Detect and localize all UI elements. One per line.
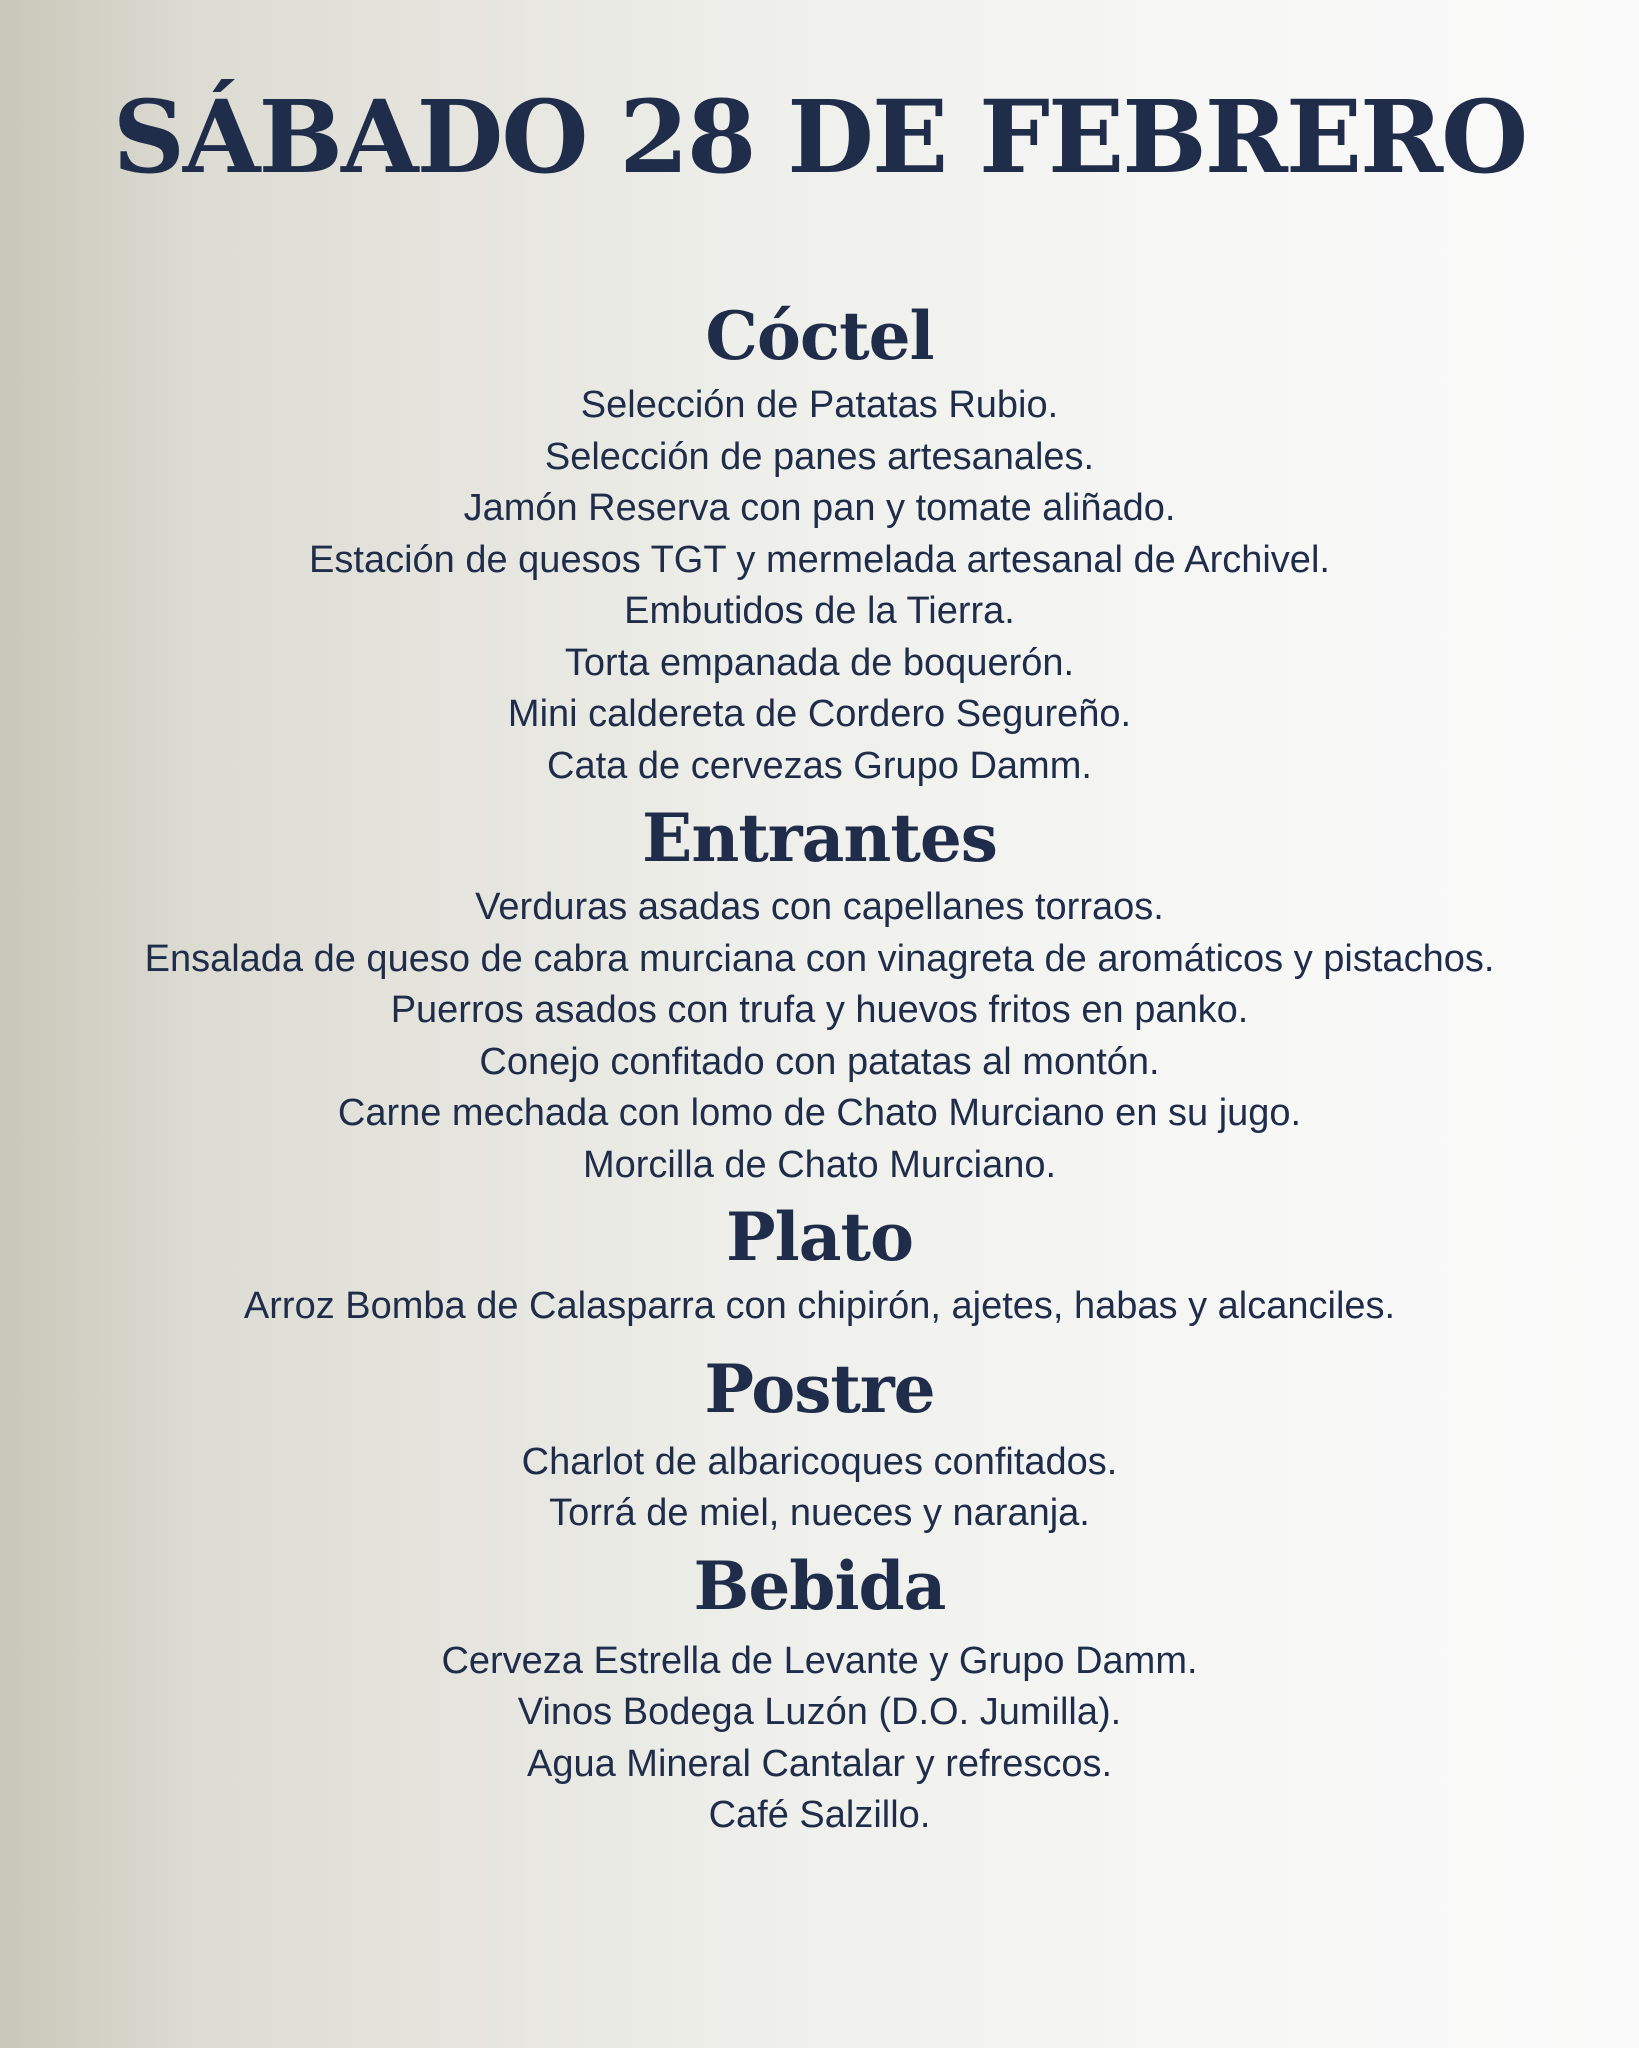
menu-item: Selección de panes artesanales. [544, 435, 1095, 478]
section-entrantes [0, 794, 1639, 1191]
section-heading-plato: Plato [726, 1198, 913, 1276]
menu-item: Selección de Patatas Rubio. [580, 384, 1059, 426]
section-heading-bebida: Bebida [693, 1546, 946, 1625]
page-title: SÁBADO 28 DE FEBRERO [112, 78, 1527, 196]
section-bebida [0, 1542, 1639, 1842]
menu-item: Conejo confitado con patatas al montón. [479, 1040, 1160, 1083]
menu-item: Embutidos de la Tierra. [624, 590, 1015, 632]
coctel-items [0, 380, 1639, 792]
section-plato [0, 1193, 1639, 1333]
section-coctel [0, 292, 1639, 792]
entrantes-items [0, 882, 1639, 1191]
menu-body [0, 292, 1639, 1842]
section-postre [0, 1345, 1639, 1540]
menu-item: Torrá de miel, nueces y naranja. [549, 1492, 1090, 1534]
menu-item: Vinos Bodega Luzón (D.O. Jumilla). [517, 1691, 1122, 1733]
menu-item: Torta empanada de boquerón. [564, 641, 1075, 684]
section-heading-entrantes: Entrantes [642, 799, 997, 877]
menu-item: Arroz Bomba de Calasparra con chipirón, ajetes, habas y alcanciles. [243, 1285, 1396, 1327]
menu-item: Agua Mineral Cantalar y refrescos. [526, 1742, 1113, 1785]
menu-item: Cerveza Estrella de Levante y Grupo Damm. [441, 1639, 1198, 1682]
menu-item: Morcilla de Chato Murciano. [582, 1143, 1057, 1186]
postre-items [0, 1437, 1639, 1540]
menu-item: Estación de quesos TGT y mermelada artesanal de Archivel. [309, 538, 1330, 581]
bebida-items [0, 1636, 1639, 1842]
menu-item: Jamón Reserva con pan y tomate aliñado. [463, 487, 1176, 529]
menu-item: Carne mechada con lomo de Chato Murciano en su jugo. [337, 1092, 1302, 1134]
menu-item: Verduras asadas con capellanes torraos. [475, 886, 1164, 928]
menu-item: Ensalada de queso de cabra murciana con vinagreta de aromáticos y pistachos. [144, 937, 1495, 980]
menu-item: Mini caldereta de Cordero Segureño. [507, 693, 1132, 735]
section-heading-postre: Postre [704, 1349, 935, 1428]
menu-item: Puerros asados con trufa y huevos fritos en panko. [390, 989, 1249, 1031]
menu-item: Charlot de albaricoques confitados. [521, 1440, 1118, 1483]
section-heading-coctel: Cóctel [705, 297, 934, 375]
plato-items [0, 1281, 1639, 1333]
menu-item: Cata de cervezas Grupo Damm. [547, 744, 1092, 787]
menu-item: Café Salzillo. [708, 1794, 931, 1836]
